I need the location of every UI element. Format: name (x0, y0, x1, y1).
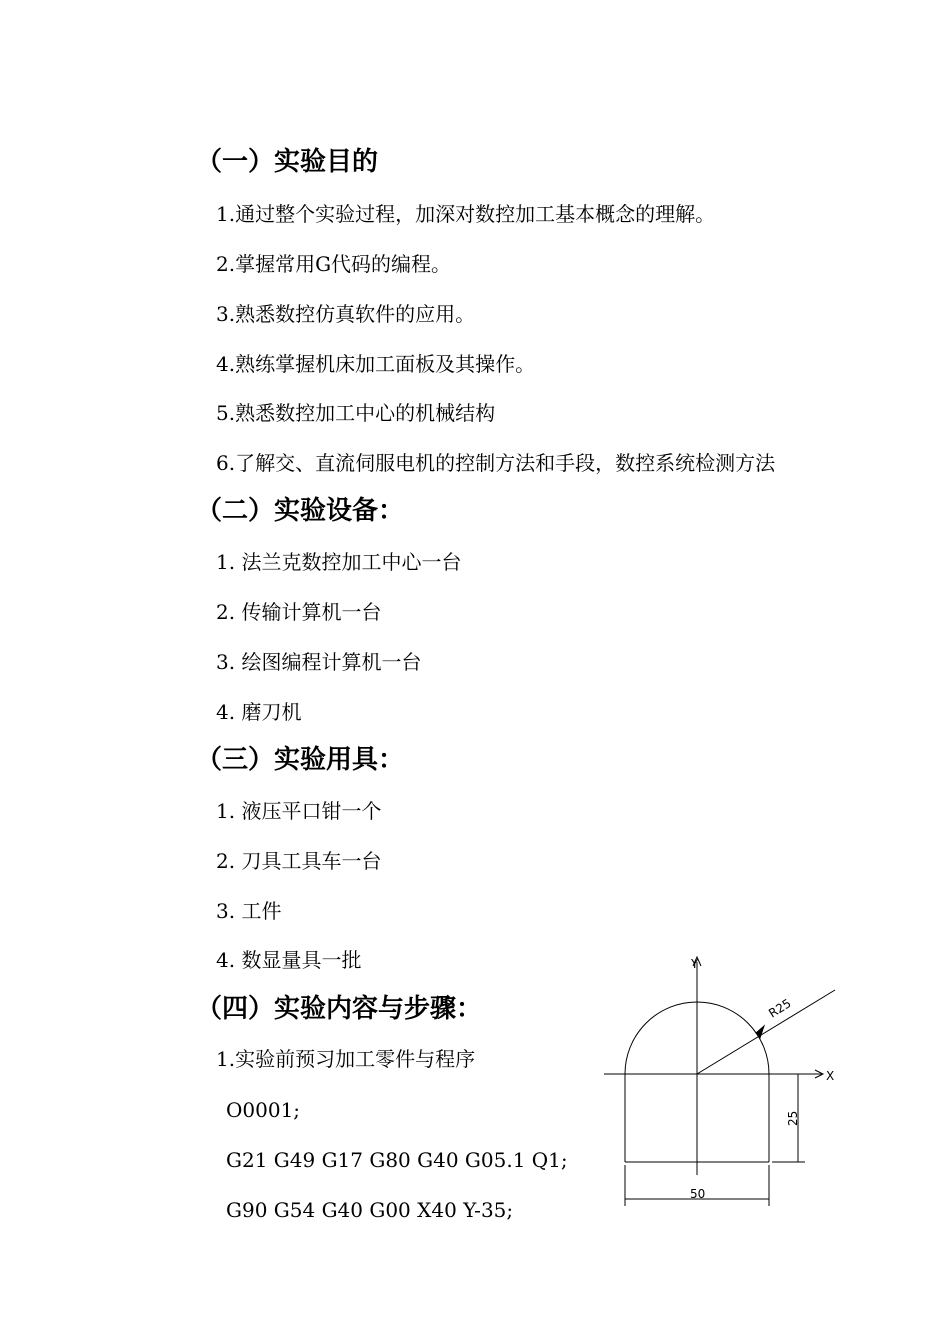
width-label: 50 (690, 1187, 706, 1201)
list-item: 3. 工件 (216, 899, 282, 923)
list-item: 2.掌握常用G代码的编程。 (216, 252, 452, 276)
y-axis-label: Y (691, 957, 699, 971)
list-item: 1.实验前预习加工零件与程序 (216, 1047, 476, 1071)
list-item: 1. 液压平口钳一个 (216, 799, 382, 823)
list-item: 2. 传输计算机一台 (216, 600, 382, 624)
x-axis-label: X (826, 1069, 835, 1083)
section-heading-procedure: （四）实验内容与步骤： (196, 994, 483, 1024)
list-item: 2. 刀具工具车一台 (216, 849, 382, 873)
list-item: 3.熟悉数控仿真软件的应用。 (216, 302, 476, 326)
list-item: 6.了解交、直流伺服电机的控制方法和手段，数控系统检测方法 (216, 451, 776, 475)
height-label: 25 (786, 1110, 800, 1126)
list-item: 5.熟悉数控加工中心的机械结构 (216, 401, 496, 425)
list-item: 4. 数显量具一批 (216, 948, 362, 972)
list-item: 1.通过整个实验过程，加深对数控加工基本概念的理解。 (216, 202, 716, 226)
section-heading-purpose: （一）实验目的 (196, 147, 379, 177)
radius-arrowhead (756, 1026, 764, 1038)
list-item: 4. 磨刀机 (216, 700, 302, 724)
program-line: G90 G54 G40 G00 X40 Y-35; (226, 1198, 514, 1222)
list-item: 4.熟练掌握机床加工面板及其操作。 (216, 352, 536, 376)
section-heading-tools: （三）实验用具： (196, 745, 405, 775)
program-line: O0001; (226, 1098, 301, 1122)
section-heading-equipment: （二）实验设备： (196, 496, 405, 526)
radius-label: R25 (766, 996, 794, 1021)
list-item: 3. 绘图编程计算机一台 (216, 650, 422, 674)
radius-leader (697, 990, 835, 1074)
program-line: G21 G49 G17 G80 G40 G05.1 Q1; (226, 1148, 568, 1172)
list-item: 1. 法兰克数控加工中心一台 (216, 550, 462, 574)
